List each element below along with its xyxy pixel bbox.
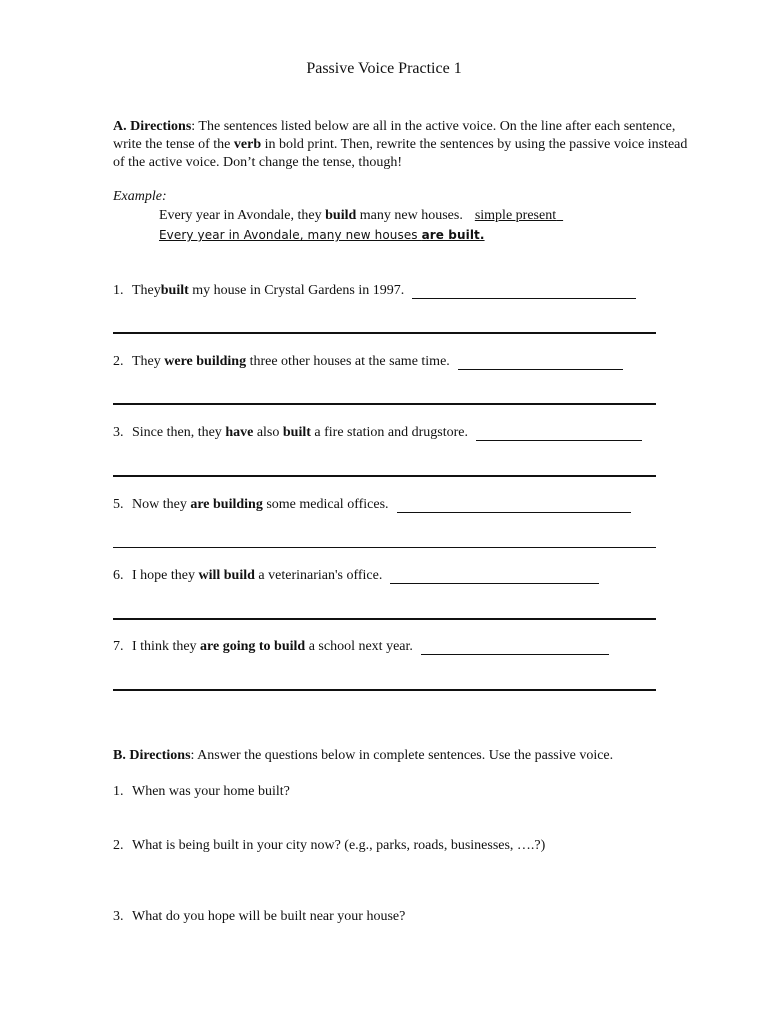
- item-number: 3.: [113, 425, 124, 440]
- item-text-pre: They: [132, 354, 165, 369]
- page-title: Passive Voice Practice 1: [306, 60, 462, 77]
- exercise-item-6: [113, 568, 599, 584]
- item-verb: were building: [164, 354, 247, 369]
- item-text-pre: I hope they: [132, 568, 199, 583]
- item-number: 5.: [113, 497, 124, 512]
- section-b-directions: [113, 747, 693, 765]
- item-number: 1.: [113, 283, 124, 298]
- question-number: 3.: [113, 909, 124, 924]
- question-text: When was your home built?: [132, 784, 290, 799]
- exercise-item-3: [113, 425, 642, 441]
- item-text-mid: also: [253, 425, 283, 440]
- example-passive-pre: Every year in Avondale, many new houses: [159, 228, 422, 242]
- example-sentence-verb: build: [325, 208, 357, 223]
- item-text-post: a school next year.: [305, 639, 413, 654]
- question-text: What is being built in your city now? (e.g., parks, roads, businesses, ….?): [132, 838, 546, 853]
- item-text-pre: They: [132, 283, 161, 298]
- tense-answer-line[interactable]: [458, 356, 623, 370]
- item-text-post: a fire station and drugstore.: [310, 425, 468, 440]
- section-b-label: B. Directions: [113, 748, 191, 763]
- rewrite-answer-line[interactable]: [113, 618, 656, 620]
- tense-answer-line[interactable]: [390, 570, 599, 584]
- example-sentence: [159, 208, 563, 224]
- section-a-label: A. Directions: [113, 119, 192, 134]
- example-sentence-post: many new houses.: [356, 208, 463, 223]
- example-passive-verb: are built.: [421, 228, 485, 242]
- item-text-post: a veterinarian's office.: [254, 568, 383, 583]
- section-a-text2: in bold print. Then, rewrite the sentences by using the passive voice instead of the active voice. Don’t change the tense, though!: [113, 137, 688, 170]
- item-verb: built: [160, 283, 189, 298]
- section-b-text: : Answer the questions below in complete sentences. Use the passive voice.: [190, 748, 614, 763]
- section-a-text: : The sentences listed below are all in the active voice. On the line after each sentence, write the tense of the: [113, 119, 676, 152]
- example-passive-sentence: [159, 228, 485, 242]
- section-a-directions: [113, 118, 693, 172]
- question-item-3: [113, 909, 405, 925]
- tense-answer-line[interactable]: [476, 427, 642, 441]
- exercise-item-5: [113, 497, 631, 513]
- item-text-pre: Since then, they: [132, 425, 226, 440]
- section-a-bold-word: verb: [233, 137, 262, 152]
- rewrite-answer-line[interactable]: [113, 332, 656, 334]
- example-tense-answer: simple present: [474, 208, 557, 223]
- rewrite-answer-line[interactable]: [113, 475, 656, 477]
- question-text: What do you hope will be built near your house?: [132, 909, 406, 924]
- example-label: Example:: [113, 189, 167, 204]
- item-text-post: my house in Crystal Gardens in 1997.: [188, 283, 405, 298]
- tense-answer-line[interactable]: [412, 285, 636, 299]
- question-number: 1.: [113, 784, 124, 799]
- exercise-item-1: [113, 283, 636, 299]
- item-text-pre: Now they: [132, 497, 191, 512]
- rewrite-answer-line[interactable]: [113, 689, 656, 691]
- item-number: 7.: [113, 639, 124, 654]
- rewrite-answer-line[interactable]: [113, 403, 656, 405]
- item-verb: are building: [190, 497, 263, 512]
- item-number: 6.: [113, 568, 124, 583]
- question-item-1: [113, 784, 290, 800]
- question-item-2: [113, 838, 545, 854]
- tense-answer-line[interactable]: [397, 499, 631, 513]
- item-text-post: three other houses at the same time.: [246, 354, 450, 369]
- item-verb: are going to build: [200, 639, 306, 654]
- item-number: 2.: [113, 354, 124, 369]
- item-verb: have: [225, 425, 254, 440]
- exercise-item-7: [113, 639, 609, 655]
- tense-answer-line[interactable]: [421, 641, 609, 655]
- item-verb: will build: [198, 568, 255, 583]
- item-verb-2: built: [282, 425, 311, 440]
- exercise-item-2: [113, 354, 623, 370]
- question-number: 2.: [113, 838, 124, 853]
- rewrite-answer-line[interactable]: [113, 547, 656, 548]
- item-text-post: some medical offices.: [262, 497, 389, 512]
- item-text-pre: I think they: [132, 639, 201, 654]
- example-sentence-pre: Every year in Avondale, they: [159, 208, 326, 223]
